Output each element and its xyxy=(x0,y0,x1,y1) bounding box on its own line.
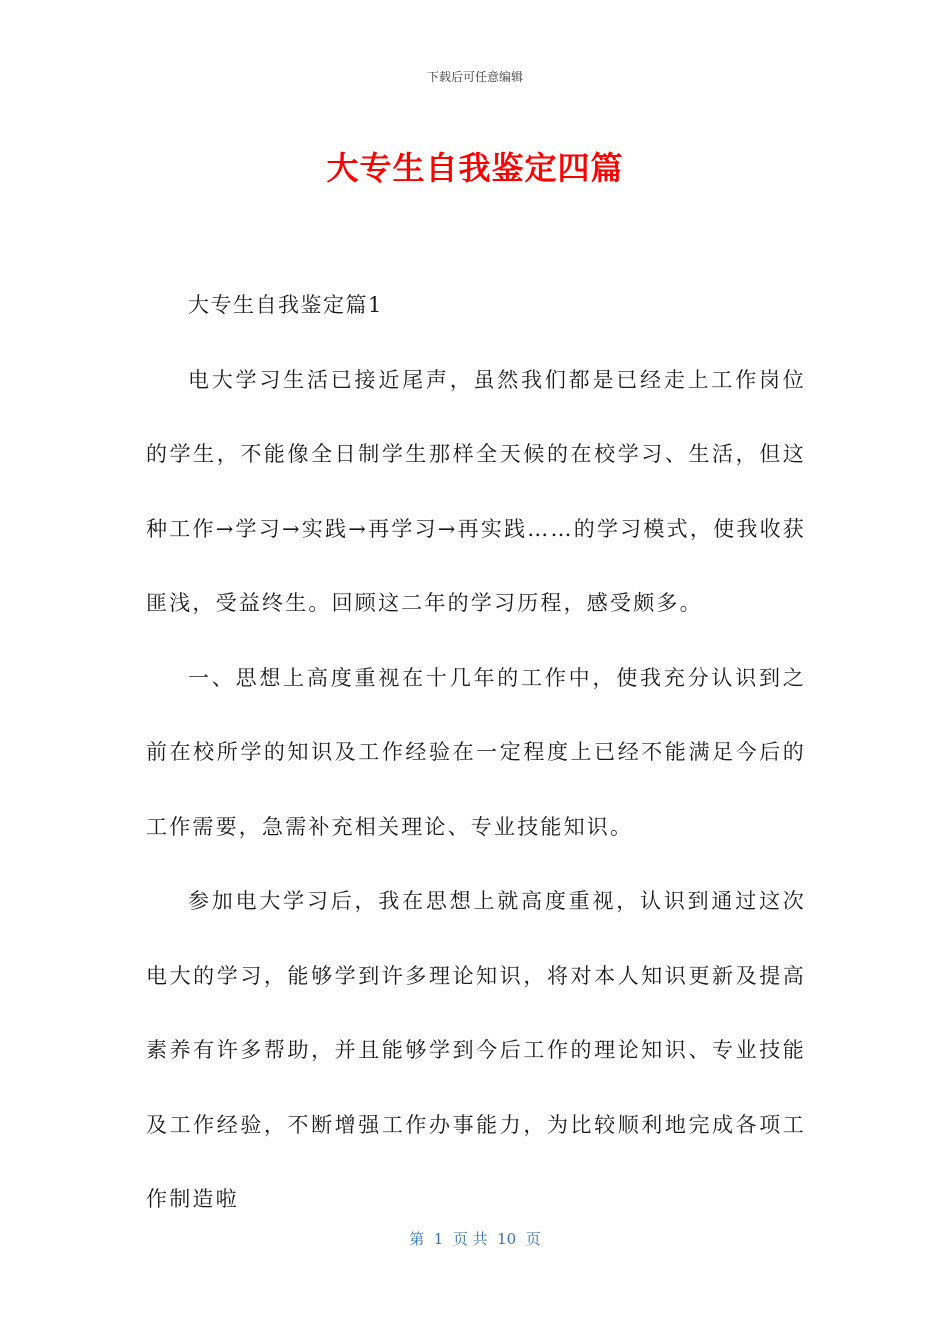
page-number-footer: 第 1 页 共 10 页 xyxy=(409,1230,541,1248)
body-paragraph: 电大学习生活已接近尾声，虽然我们都是已经走上工作岗位的学生，不能像全日制学生那样全天候的在校学习、生活，但这种工作→学习→实践→再学习→再实践……的学习模式，使我收获匪浅，受益终生。回顾这二年的学习历程，感受颇多。 xyxy=(146,367,806,615)
body-paragraph: 参加电大学习后，我在思想上就高度重视，认识到通过这次电大的学习，能够学到许多理论知识，将对本人知识更新及提高素养有许多帮助，并且能够学到今后工作的理论知识、专业技能及工作经验，不断增强工作办事能力，为比较顺利地完成各项工作制造啦 xyxy=(146,889,806,1211)
document-body xyxy=(146,268,806,1237)
section-heading: 大专生自我鉴定篇1 xyxy=(188,293,383,317)
header-note: 下载后可任意编辑 xyxy=(426,70,523,84)
document-title: 大专生自我鉴定四篇 xyxy=(326,149,624,187)
body-paragraph: 一、思想上高度重视在十几年的工作中，使我充分认识到之前在校所学的知识及工作经验在一定程度上已经不能满足今后的工作需要，急需补充相关理论、专业技能知识。 xyxy=(146,665,806,839)
